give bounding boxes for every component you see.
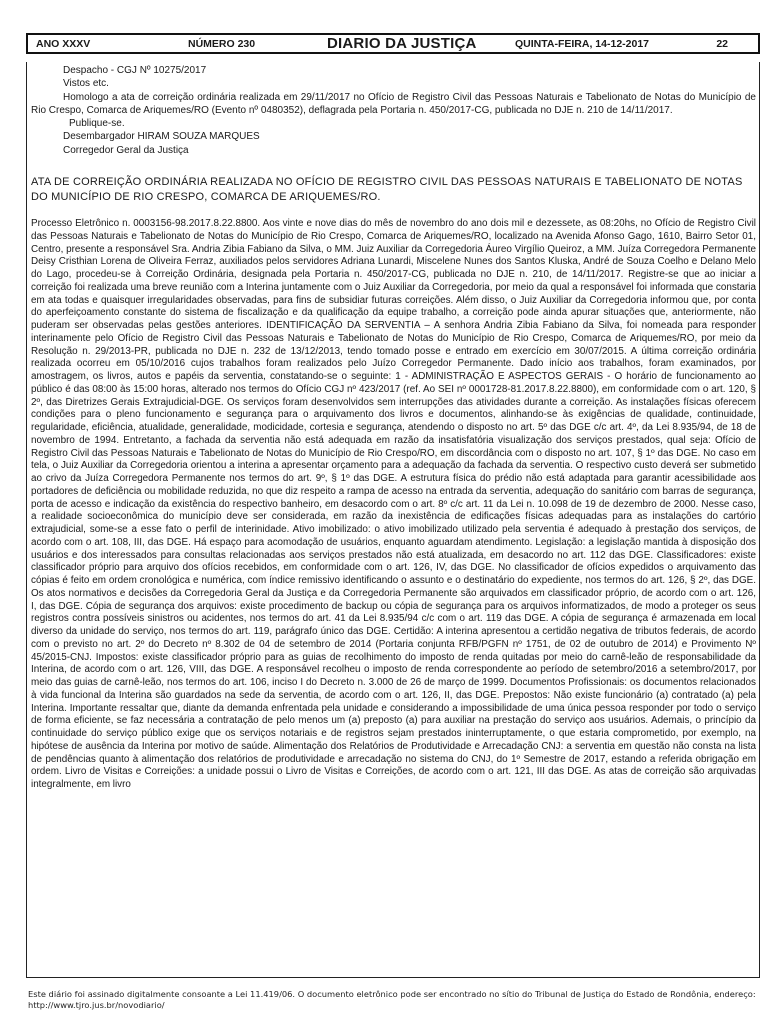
page-content — [26, 62, 760, 978]
signer-name: Desembargador HIRAM SOUZA MARQUES — [63, 131, 260, 143]
ata-section — [31, 175, 756, 792]
ata-body: Processo Eletrônico n. 0003156-98.2017.8.22.8800. Aos vinte e nove dias do mês de novembro do ano dois mil e dezessete, as 08:20hs, no Ofício de Registro Civil das Pessoas Naturais e Tabelionato de Notas do Município de Rio Crespo, Comarca de Ariquemes/RO, localizado na Avenida Afonso Gago, 1610, Bairro Setor 01, Centro, presente a responsável Sra. Andria Zibia Fabiano da Silva, o MM. Juiz Auxiliar da Corregedoria Áureo Virgílio Queiroz, a MM. Juíza Corregedora Permanente Deisy Cristhian Lorena de Oliveira Ferraz, auxiliados pelos servidores Adriana Lunardi, Miscelene Nunes dos Santos Kluska, André de Souza Coelho e Delano Melo do Lago, procedeu-se à Correição Ordinária, designada pela Portaria n. 450/2017-CG, publicada no DJE n. 210, de 14/11/2017. Registre-se que ao iniciar a correição foi realizada uma breve reunião com a Interina juntamente com o Juiz Auxiliar da Corregedoria, por meio da qual a responsável foi informada que constaria em ata todas e quaisquer irregularidades observadas, para fins de subsidiar futuras correições. Além disso, o Juiz Auxiliar da Corregedoria informou que, por conta do aperfeiçoamento constante do sistema de fiscalização e da qualificação da equipe trabalho, a correição pode ainda apurar situações que, anteriormente, não puderam ser observadas pelas gestões anteriores. IDENTIFICAÇÃO DA SERVENTIA – A senhora Andria Zibia Fabiano da Silva, foi nomeada para responder interinamente pelo Ofício de Registro Civil das Pessoas Naturais e Tabelionato de Notas do Município de Rio Crespo, Comarca de Ariquemes/RO, por meio da Resolução n. 29/2013-PR, publicada no DJE n. 232 de 13/12/2013, tendo tomado posse e entrado em exercício em 30/07/2015. A última correição ordinária realizada ocorreu em 05/10/2016 cujos trabalhos foram realizados pelo Juízo Corregedor Permanente. Dado início aos trabalhos, foram examinados, por amostragem, os livros, autos e papéis da serventia, constatando-se o seguinte: 1 - ADMINISTRAÇÃO E ASPECTOS GERAIS - O horário de funcionamento ao público é das 08:00 às 15:00 horas, alterado nos termos do Ofício CGJ nº 423/2017 (ref. Ao SEI nº 0001728-81.2017.8.22.8800), em conformidade com o art. 120, § 2º, das Diretrizes Gerais Extrajudicial-DGE. Os serviços foram desenvolvidos sem interrupções das atividades durante a correição. As instalações físicas oferecem condições para o pleno funcionamento e segurança para o arquivamento dos livros e documentos, alinhando-se às exigências de qualidade, continuidade, regularidade, eficiência, atualidade, generalidade, modicidade, cortesia e segurança, atendendo o disposto no art. 5º das DGE c/c art. 4º, da Lei 8.935/94, de 18 de novembro de 1994. Entretanto, a fachada da serventia não está adequada em razão da insatisfatória visualização dos serviços prestados, qual seja: Ofício de Registro Civil das Pessoas Naturais e Tabelionato de Notas do Município de Rio Crespo/RO, em discordância com o disposto no art. 107, § 1º das DGE. No caso em tela, o Juiz Auxiliar da Corregedoria orientou a interina a apresentar orçamento para a adequação da fachada da serventia. O respectivo custo deverá ser submetido ao crivo da Juíza Corregedora Permanente nos termos do art. 9º, § 1º das DGE. A estrutura física do prédio não está adaptada para garantir acessibilidade aos portadores de deficiência ou mobilidade reduzida, no que diz respeito a rampa de acesso na entrada da serventia, adequação do sanitário com barras de segurança, porta de acesso e indicação da existência do respectivo banheiro, em desacordo com o art. 8º c/c art. 11 da Lei n. 10.098 de 19 de dezembro de 2000. Nesse caso, a realidade socioeconômica do município deve ser considerada, em razão da inexistência de edificações físicas adequadas para as instalações do cartório extrajudicial, some-se a esse fato o perfil de interinidade. Ativo imobilizado: o ativo imobilizado utilizado pela serventia é adequado à prestação dos serviços, de acordo com o art. 108, III, das DGE. Há espaço para acomodação de usuários, enquanto aguardam atendimento. Legislação: a legislação mantida à disposição dos usuários e dos interessados para consultas relacionadas aos serviços prestados não está atualizada, em desacordo no art. 112 das DGE. Classificadores: existe classificador próprio para arquivo dos ofícios recebidos, em conformidade com o art. 126, IV, das DGE. No classificador de ofícios expedidos o arquivamento das cópias é feito em ordem cronológica e numérica, com índice remissivo identificando o assunto e o destinatário do expediente, nos termos do art. 126, § 2º, das DGE. Os atos normativos e decisões da Corregedoria Geral da Justiça e da Corregedoria Permanente são arquivados em classificador próprio, de acordo com o art. 126, I, das DGE. Cópia de segurança dos arquivos: existe procedimento de backup ou cópia de segurança para os arquivos informatizados, de modo a proteger os seus registros contra possíveis sinistros ou acidentes, nos termos do art. 41 da Lei 8.935/94 c/c com o art. 119 das DGE. A cópia de segurança é armazenada em local diverso da unidade do serviço, nos termos do art. 119, parágrafo único das DGE. Certidão: A interina apresentou a certidão negativa de tributos federais, de acordo com o previsto no art. 2º do Decreto nº 8.302 de 04 de setembro de 2014 (Portaria conjunta RFB/PGFN nº 1751, de 02 de outubro de 2014) e Provimento Nº 45/2015-CNJ. Impostos: existe classificador próprio para as guias de recolhimento do imposto de renda quitadas por meio do carnê-leão de responsabilidade da Interina, de acordo com o art. 126, VIII, das DGE. A responsável recolheu o imposto de renda correspondente ao período de setembro/2016 a setembro/2017, por meio das guias de carnê-leão, nos termos do art. 106, inciso I do Decreto n. 3.000 de 26 de março de 1999. Documentos Profissionais: os documentos relacionados à vida funcional da Interina são guardados na sede da serventia, de acordo com o art. 126, II, das DGE. Prepostos: Não existe funcionário (a) contratado (a) pela Interina. Importante ressaltar que, diante da demanda enfrentada pela unidade e considerando a impossibilidade de uma única pessoa responder por todo o serviço de forma eficiente, se faz necessária a contratação de pelo menos um (a) preposto (a) para auxiliar na prestação do serviço aos usuários. Ademais, o princípio da continuidade do serviço público exige que os serviços notariais e de registros sejam prestados ininterruptamente, o que estaria comprometido, por exemplo, na hipótese de ausência da Interina por motivo de saúde. Alimentação dos Relatórios de Produtividade e Arrecadação CNJ: a serventia em questão não consta na lista de pendências quanto à alimentação dos relatórios de produtividade e arrecadação no sistema do CNJ, do 1º Semestre de 2017, estando a referida obrigação em ordem. Livro de Visitas e Correições: a unidade possui o Livro de Visitas e Correições, de acordo com o art. 121, III das DGE. As atas de correição são arquivadas integralmente, em livro — [31, 218, 756, 791]
page-footer: Este diário foi assinado digitalmente consoante a Lei 11.419/06. O documento eletrônico pode ser encontrado no sítio do Tribunal de Justiça do Estado de Rondônia, endereço: http://www.tjro.jus.br/novodiario/ — [28, 989, 756, 1010]
signer-role: Corregedor Geral da Justiça — [63, 144, 189, 156]
page-number: 22 — [716, 37, 728, 50]
publique-se: Publique-se. — [69, 118, 125, 130]
despacho-section — [31, 64, 756, 157]
issue-number: NÚMERO 230 — [188, 37, 256, 50]
page-header — [26, 33, 760, 54]
edition-label: ANO XXXV — [36, 37, 91, 50]
despacho-paragraph: Homologo a ata de correição ordinária realizada em 29/11/2017 no Ofício de Registro Civil das Pessoas Naturais e Tabelionato de Notas do Município de Rio Crespo, Comarca de Ariquemes/RO (Evento nº 0480352), deflagrada pela Portaria n. 450/2017-CG, publicada no DJE n. 210 de 14/11/2017. — [31, 91, 756, 116]
despacho-number: Despacho - CGJ Nº 10275/2017 — [63, 65, 207, 76]
ata-title: ATA DE CORREIÇÃO ORDINÁRIA REALIZADA NO OFÍCIO DE REGISTRO CIVIL DAS PESSOAS NATURAIS E TABELIONATO DE NOTAS DO MUNICÍPIO DE RIO CRESPO, COMARCA DE ARIQUEMES/RO. — [31, 176, 743, 203]
journal-title: DIARIO DA JUSTIÇA — [327, 35, 477, 52]
issue-date: QUINTA-FEIRA, 14-12-2017 — [515, 37, 650, 50]
despacho-vistos: Vistos etc. — [63, 78, 109, 90]
